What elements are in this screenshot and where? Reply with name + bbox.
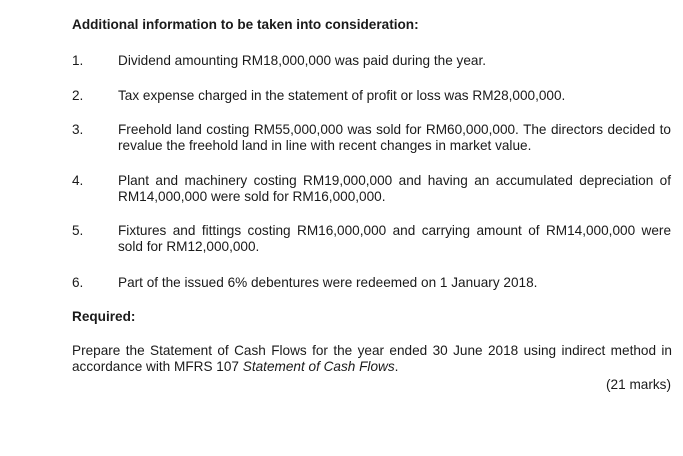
marks-allocation: (21 marks) [606,377,671,392]
item-text: Part of the issued 6% debentures were redeemed on 1 January 2018. [118,275,538,290]
instruction-text: Prepare the Statement of Cash Flows for the year ended 30 June 2018 using indirect method in accordance with MFRS 107 [72,343,672,374]
item-text: Freehold land costing RM55,000,000 was sold for RM60,000,000. The directors decided to revalue the freehold land in line with recent changes in market value. [118,122,671,153]
item-text: Fixtures and fittings costing RM16,000,000 and carrying amount of RM14,000,000 were sold for RM12,000,000. [118,223,671,254]
instruction-end: . [394,359,399,374]
question-instruction [72,343,672,375]
item-text: Plant and machinery costing RM19,000,000 and having an accumulated depreciation of RM14,000,000 were sold for RM16,000,000. [118,173,671,204]
item-text: Dividend amounting RM18,000,000 was paid during the year. [118,53,487,68]
item-number: 5. [72,223,84,238]
required-heading: Required: [72,309,136,324]
item-number: 1. [72,53,84,68]
item-number: 2. [72,88,84,103]
standard-title: Statement of Cash Flows [242,359,395,374]
item-text: Tax expense charged in the statement of profit or loss was RM28,000,000. [118,88,566,103]
item-number: 3. [72,122,84,137]
section-heading: Additional information to be taken into consideration: [72,17,419,32]
item-number: 4. [72,173,84,188]
item-number: 6. [72,275,84,290]
